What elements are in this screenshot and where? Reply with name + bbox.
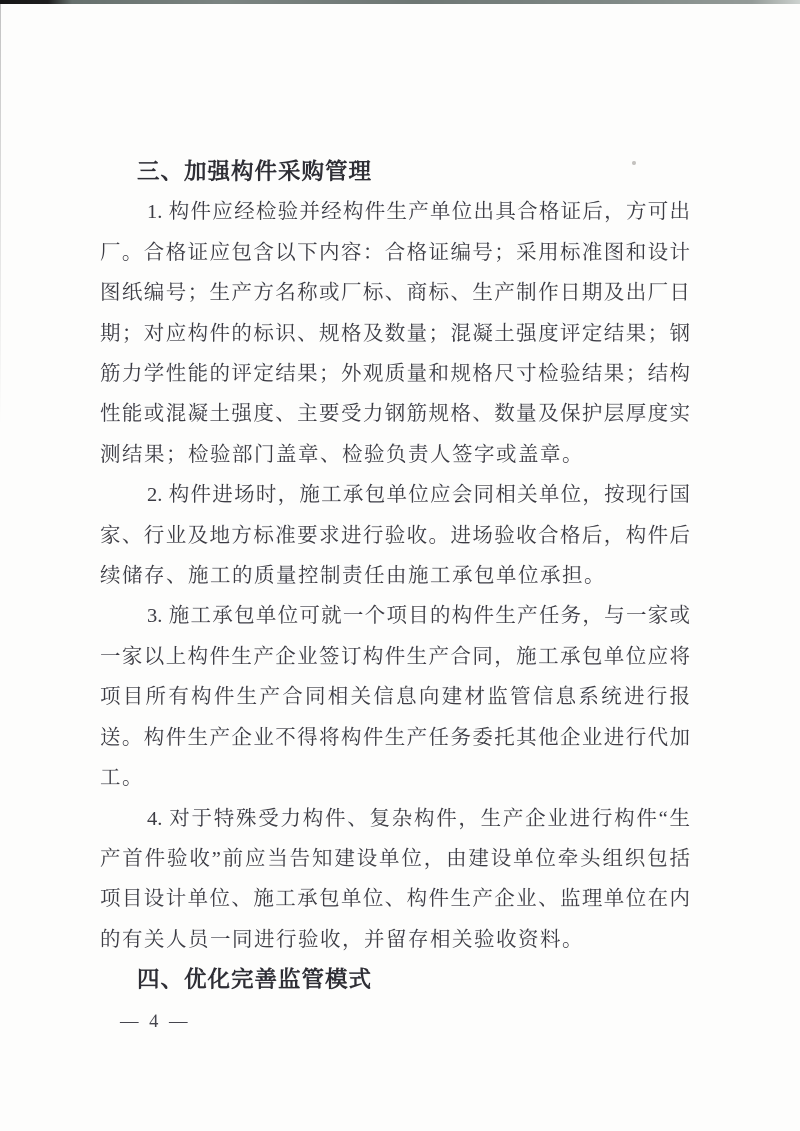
text-line: 的有关人员一同进行验收，并留存相关验收资料。 — [100, 928, 584, 951]
page-number: — 4 — — [120, 1012, 191, 1032]
document-body — [100, 152, 690, 1001]
scan-edge-top-artifact — [0, 0, 800, 4]
text-line: 项目设计单位、施工承包单位、构件生产企业、监理单位在内 — [100, 888, 690, 911]
text-line: 3. 施工承包单位可就一个项目的构件生产任务，与一家或 — [147, 605, 690, 628]
text-line: 工。 — [100, 767, 144, 790]
section-heading-3: 三、加强构件采购管理 — [137, 159, 373, 184]
text-line: 一家以上构件生产企业签订构件生产合同，施工承包单位应将 — [100, 645, 690, 668]
text-line: 厂。合格证应包含以下内容：合格证编号；采用标准图和设计 — [100, 241, 690, 264]
paragraph-4 — [100, 799, 690, 961]
text-line: 图纸编号；生产方名称或厂标、商标、生产制作日期及出厂日 — [100, 282, 690, 305]
paragraph-1 — [100, 192, 690, 475]
text-line: 1. 构件应经检验并经构件生产单位出具合格证后，方可出 — [147, 201, 690, 224]
text-line: 送。构件生产企业不得将构件生产任务委托其他企业进行代加 — [100, 726, 690, 749]
section-heading-4: 四、优化完善监管模式 — [137, 967, 373, 993]
text-line: 4. 对于特殊受力构件、复杂构件，生产企业进行构件“生 — [147, 807, 690, 830]
text-line: 测结果；检验部门盖章、检验负责人签字或盖章。 — [100, 443, 584, 466]
paragraph-3 — [100, 596, 690, 798]
text-line: 项目所有构件生产合同相关信息向建材监管信息系统进行报 — [100, 686, 690, 709]
text-line: 续储存、施工的质量控制责任由施工承包单位承担。 — [100, 565, 606, 588]
text-line: 性能或混凝土强度、主要受力钢筋规格、数量及保护层厚度实 — [100, 403, 690, 426]
text-line: 期；对应构件的标识、规格及数量；混凝土强度评定结果；钢 — [100, 322, 690, 345]
text-line: 筋力学性能的评定结果；外观质量和规格尺寸检验结果；结构 — [100, 363, 690, 386]
text-line: 家、行业及地方标准要求进行验收。进场验收合格后，构件后 — [100, 524, 690, 547]
text-line: 产首件验收”前应当告知建设单位，由建设单位牵头组织包括 — [100, 847, 690, 870]
scan-edge-left-artifact — [0, 4, 1, 424]
text-line: 2. 构件进场时，施工承包单位应会同相关单位，按现行国 — [147, 484, 690, 507]
paragraph-2 — [100, 475, 690, 596]
